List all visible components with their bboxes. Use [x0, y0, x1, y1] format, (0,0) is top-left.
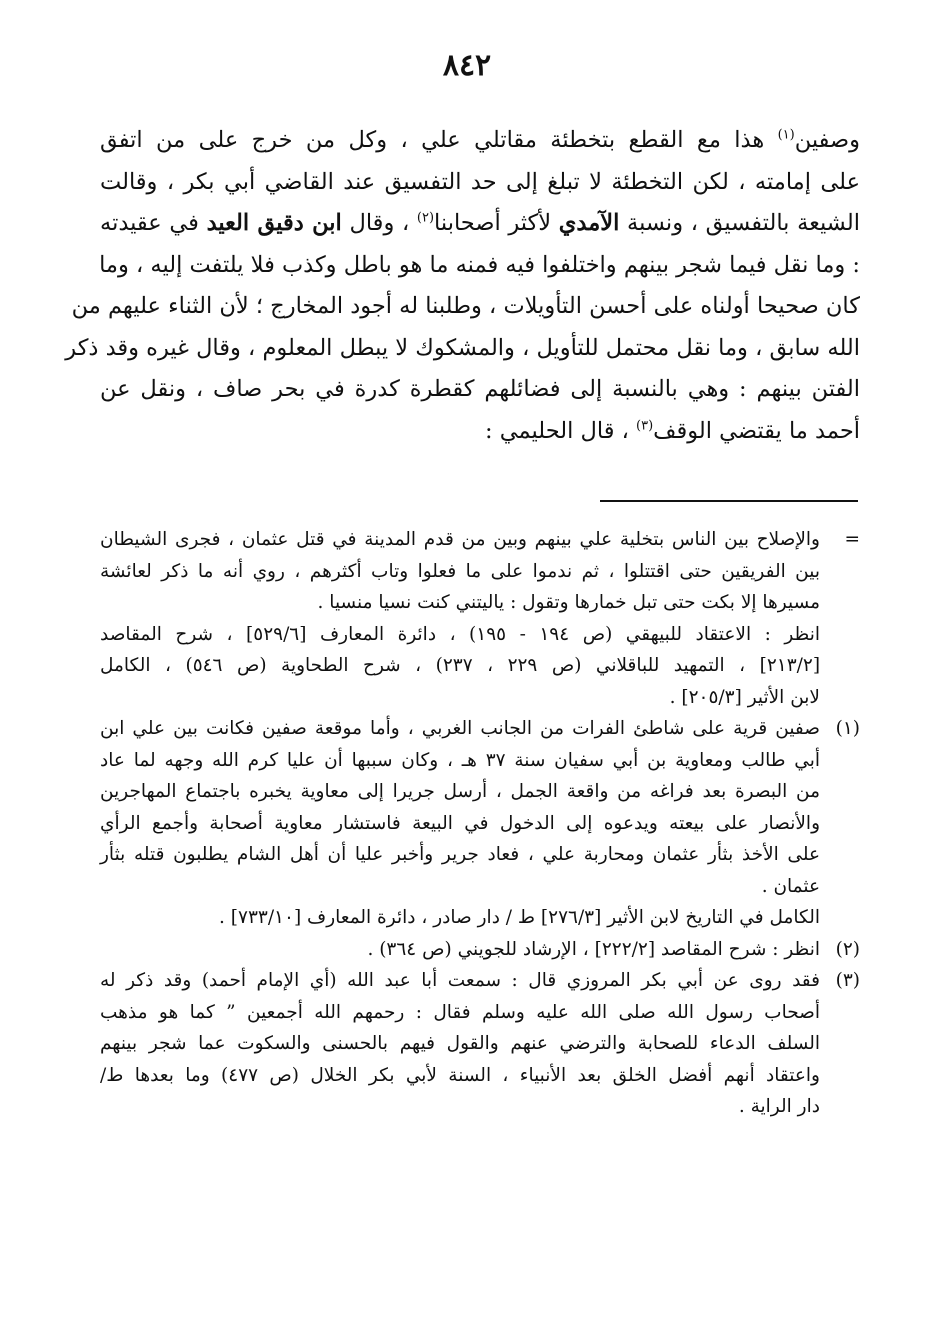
footnote-divider: [600, 500, 858, 502]
footnote-continuation: [100, 524, 860, 713]
footnote-ref[interactable]: (١): [777, 127, 795, 143]
footnote-line: والإصلاح بين الناس بتخلية علي بينهم وبين من قدم المدينة في قتل عثمان ، فجرى الشيطان: [100, 529, 820, 550]
footnote-line: مسيرها إلا بكت حتى تبل خمارها وتقول : ياليتني كنت نسيا منسيا .: [317, 592, 820, 613]
footnote-line: بين الفريقين حتى اقتتلوا ، ثم ندموا على ما فعلوا وتاب أكثرهم ، روي أنه ما ذكر لعائشة: [100, 560, 820, 582]
footnote-line: فقد روى عن أبي بكر المروزي قال : سمعت أبا عبد الله (أي الإمام أحمد) وقد ذكر له: [100, 970, 820, 991]
footnote-line: صفين قرية على شاطئ الفرات من الجانب الغربي ، وأما موقعة صفين فكانت بين علي ابن: [100, 718, 820, 739]
footnote-line: أصحاب رسول الله صلى الله عليه وسلم فقال : رحمهم الله أجمعين ” كما هو مذهب: [100, 1001, 820, 1023]
main-line: الفتن بينهم : وهي بالنسبة إلى فضائلهم كقطرة كدرة في بحر صاف ، ونقل عن: [100, 376, 860, 402]
main-line: أحمد ما يقتضي الوقف$^{(٣)}$ ، قال الحليمي :: [484, 417, 860, 444]
main-line: على إمامته ، لكن التخطئة لا تبلغ إلى حد التفسيق عند القاضي أبي بكر ، وقالت: [100, 168, 860, 195]
footnotes: [100, 524, 860, 1123]
footnote-line: دار الراية .: [738, 1096, 820, 1117]
footnote-line: عثمان .: [761, 875, 820, 897]
footnote-3: [100, 965, 860, 1123]
footnote-marker: (٢): [835, 938, 860, 960]
footnote-marker: (١): [835, 718, 860, 739]
main-line: وصفين$^{(١)}$ هذا مع القطع بتخطئة مقاتلي علي ، وكل من خرج على من اتفق: [100, 127, 860, 153]
main-line: الشيعة بالتفسيق ، ونسبة الآمدي لأكثر أصحابنا$^{(٢)}$ ، وقال ابن دقيق العيد في عقيدته: [100, 210, 860, 236]
main-text: [65, 120, 860, 452]
footnote-marker: =: [844, 529, 860, 550]
footnote-line: من البصرة بعد فراغه من واقعة الجمل ، أرسل جريرا إلى معاوية يخبره باجتماع المهاجرين: [100, 781, 820, 802]
name-amidi: الآمدي: [558, 210, 620, 236]
footnote-line: على الأخذ بثأر عثمان ومحاربة علي ، فعاد جرير وأخبر عليا أن أهل الشام يطلبون قتله بثأر: [100, 844, 820, 865]
footnote-line: أبي طالب ومعاوية بن أبي سفيان سنة ٣٧ هـ ، وكان سببها أن عليا كرم الله وجهه لما عاد: [100, 749, 820, 771]
footnote-1: [100, 713, 860, 934]
footnote-line: والأنصار على بيعته ويدعوه إلى الدخول في البيعة فاستشار معاوية أصحابة وأجمع الرأي: [100, 812, 820, 834]
main-line: : وما نقل فيما شجر بينهم واختلفوا فيه فمنه ما هو باطل وكذب فلا يلتفت إليه ، وما: [99, 251, 860, 278]
footnote-marker: (٣): [835, 970, 860, 991]
footnote-2: [100, 934, 860, 966]
main-line: كان صحيحا أولناه على أحسن التأويلات ، وطلبنا له أجود المخارج ؛ لأن الثناء عليهم من: [71, 293, 860, 319]
name-ibn-daqiq-al-eid: ابن دقيق العيد: [206, 210, 342, 236]
footnote-line: انظر : الاعتقاد للبيهقي (ص ١٩٤ - ١٩٥) ، دائرة المعارف [٥٢٩/٦] ، شرح المقاصد: [100, 623, 821, 645]
footnote-line: انظر : شرح المقاصد [٢٢٢/٢] ، الإرشاد للجويني (ص ٣٦٤) .: [367, 938, 820, 960]
footnote-line: الكامل في التاريخ لابن الأثير [٢٧٦/٣] ط / دار صادر ، دائرة المعارف [٧٣٣/١٠] .: [219, 907, 820, 928]
footnote-line: واعتقاد أنهم أفضل الخلق بعد الأنبياء ، السنة لأبي بكر الخلال (ص ٤٧٧) وما بعدها ط/: [100, 1064, 820, 1086]
footnote-line: السلف الدعاء للصحابة والترضي عنهم والقول فيهم بالحسنى والسكوت عما شجر بينهم: [100, 1033, 820, 1054]
footnote-ref[interactable]: (٣): [636, 418, 654, 433]
main-line: الله سابق ، وما نقل محتمل للتأويل ، والمشكوك لا يبطل المعلوم ، وقال غيره وقد ذكر: [65, 334, 860, 361]
page-number: ٨٤٢: [442, 48, 492, 83]
footnote-line: [٢١٣/٢] ، التمهيد للباقلاني (ص ٢٢٩ ، ٢٣٧) ، شرح الطحاوية (ص ٥٤٦) ، الكامل: [100, 655, 821, 676]
footnote-line: لابن الأثير [٢٠٥/٣] .: [669, 686, 820, 708]
footnote-ref[interactable]: (٢): [416, 210, 435, 226]
